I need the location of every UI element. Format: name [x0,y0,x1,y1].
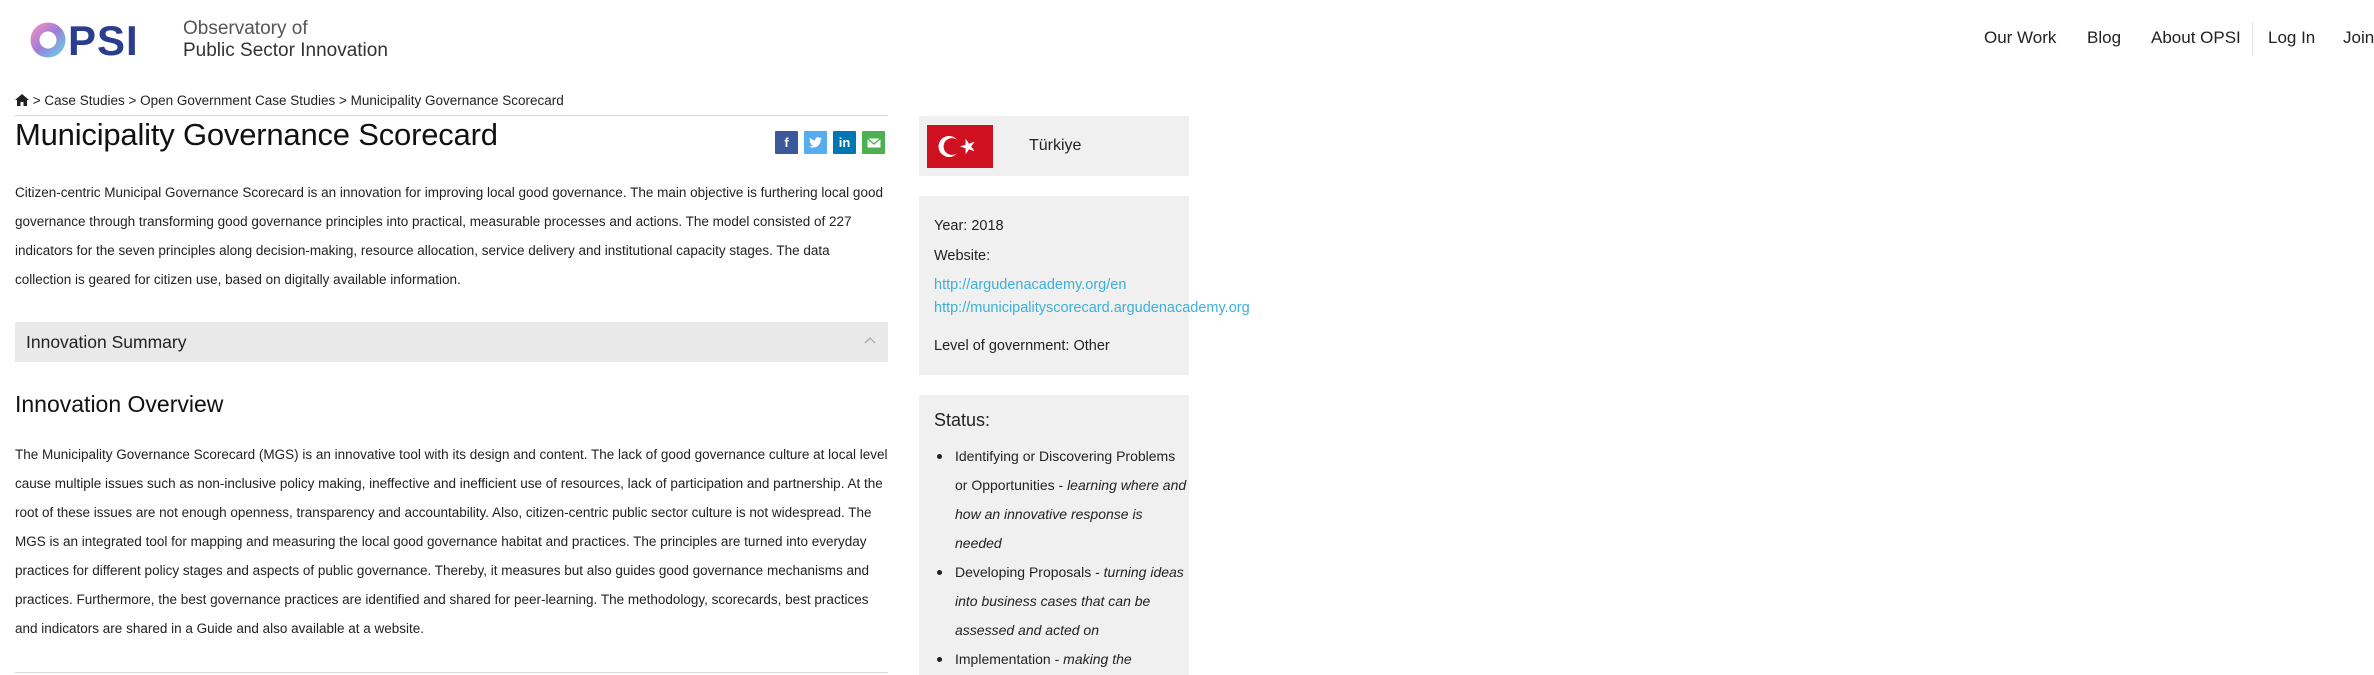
chevron-up-icon [864,336,876,344]
nav-divider [2252,22,2253,56]
status-heading: Status: [934,410,991,430]
opsi-logo[interactable] [30,18,160,62]
status-desc: making the [1063,651,1132,667]
status-list [934,442,1189,674]
email-icon [867,138,881,148]
year-label: Year: 2018 [934,218,1004,234]
share-twitter-button[interactable] [804,131,827,154]
website-link[interactable]: http://municipalityscorecard.argudenacademy.org [934,300,1250,316]
facebook-icon: f [784,135,789,150]
list-item [934,558,1189,645]
share-facebook-button[interactable] [775,131,798,154]
country-card [919,116,1189,176]
website-label: Website: [934,248,991,264]
breadcrumb-case-studies[interactable]: Case Studies [44,93,125,108]
breadcrumb-sep: > [339,93,347,108]
nav-about[interactable]: About OPSI [2151,28,2241,47]
government-level: Level of government: Other [934,338,1110,354]
status-label: Implementation - [955,651,1064,667]
breadcrumb-current: Municipality Governance Scorecard [350,93,564,108]
linkedin-icon: in [838,135,851,150]
status-label: Identifying or Discovering Problems or Opportunities - [955,448,1176,493]
overview-heading: Innovation Overview [15,391,224,417]
list-item [934,442,1189,558]
website-link[interactable]: http://argudenacademy.org/en [934,277,1127,293]
nav-join[interactable]: Join [2343,28,2374,47]
intro-text: Citizen-centric Municipal Governance Scorecard is an innovation for improving local good governance. The main objective is furthering local good governance through transforming good governance principles into practical, measurable processes and actions. The model consisted of 227 indicators for the seven principles along decision-making, resource allocation, service delivery and institutional capacity stages. The data collection is geared for citizen use, based on digitally available information. [15,185,883,287]
status-card [919,395,1189,675]
status-desc: turning ideas into business cases that can be assessed and acted on [955,564,1184,638]
nav-our-work[interactable]: Our Work [1984,28,2057,47]
nav-blog[interactable]: Blog [2087,28,2122,47]
divider [15,672,888,673]
share-linkedin-button[interactable] [833,131,856,154]
breadcrumb-sep: > [128,93,137,108]
breadcrumb [15,93,564,108]
site-name-line2: Public Sector Innovation [183,40,388,61]
divider [15,115,888,116]
accordion-label: Innovation Summary [26,332,187,352]
overview-text: The Municipality Governance Scorecard (MGS) is an innovative tool with its design and content. The lack of good governance culture at local level cause multiple issues such as non-inclusive policy making, ineffective and inefficient use of resources, lack of participation and partnership. At the root of these issues are not enough openness, transparency and accountability. Also, citizen-centric public sector culture is not widespread. The MGS is an integrated tool for mapping and measuring the local good governance habitat and practices. The principles are turned into everyday practices for different policy stages and aspects of public governance. Thereby, it measures but also guides good governance mechanisms and practices. Furthermore, the best governance practices are identified and shared for peer-learning. The methodology, scorecards, best practices and indicators are shared in a Guide and also available at a website. [15,447,888,636]
list-item [934,645,1189,674]
case-study-meta [919,196,1250,375]
status-desc: learning where and how an innovative response is needed [955,477,1187,551]
share-email-button[interactable] [862,131,885,154]
twitter-icon [809,137,822,148]
page-title: Municipality Governance Scorecard [15,117,498,152]
status-label: Developing Proposals - [955,564,1104,580]
breadcrumb-open-government[interactable]: Open Government Case Studies [140,93,336,108]
nav-login[interactable]: Log In [2268,28,2316,47]
innovation-summary-accordion[interactable] [15,322,888,362]
site-header [0,0,2374,78]
site-name[interactable] [183,18,388,62]
breadcrumb-sep: > [32,93,41,108]
logo-lettering: PSI [68,17,139,64]
home-icon[interactable] [15,94,29,106]
country-name: Türkiye [1029,137,1082,154]
site-name-line1: Observatory of [183,18,308,39]
turkey-flag-icon [927,125,993,168]
